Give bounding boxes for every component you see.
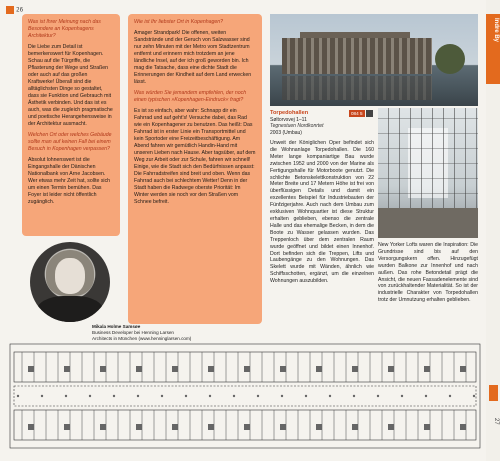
plan-stair: [424, 424, 430, 430]
plan-stair: [460, 424, 466, 430]
interview-question: Wie ist Ihr liebster Ort in Kopenhagen?: [134, 19, 224, 25]
bio-name: Mikala Holme Samsøe: [92, 324, 141, 329]
portrait-shoulders: [36, 296, 104, 322]
plan-column: [425, 395, 427, 397]
project-title: Torpedohallen: [270, 110, 309, 116]
plan-stair: [136, 424, 142, 430]
interview-question: Was ist Ihrer Meinung nach das Besondere an Kopenhagens Architektur?: [28, 19, 101, 39]
plan-stair: [352, 366, 358, 372]
interview-box-middle: [128, 14, 262, 324]
plan-column: [17, 395, 19, 397]
section-tab: [486, 0, 500, 461]
plan-stair: [244, 366, 250, 372]
project-architect: Tegnestuen Nordkonrtet: [270, 123, 324, 129]
plan-column: [233, 395, 235, 397]
plan-column: [65, 395, 67, 397]
plan-stair: [28, 424, 34, 430]
plan-column: [89, 395, 91, 397]
plan-stair: [244, 424, 250, 430]
interview-question: Was würden Sie jemandem empfehlen, der noch einen typischen »Kopenhagen-Eindruck« fragt?: [134, 90, 247, 103]
plan-stair: [280, 366, 286, 372]
plan-stair: [100, 424, 106, 430]
plan-stair: [28, 366, 34, 372]
plan-stair: [64, 424, 70, 430]
page-mark: [489, 385, 498, 401]
plan-stair: [388, 424, 394, 430]
folio-mark: [6, 6, 14, 14]
plan-column: [137, 395, 139, 397]
plan-stair: [64, 366, 70, 372]
interview-answer: Es ist so einfach, aber wahr: Schnapp dir ein Fahrrad und auf geht's! Versuche dabei, das Rad wie ein Kopenhagener zu benutzen. Das heißt: Das Fahrrad ist in erster Linie ein Transportmittel und kein Sportoder eine Freizeitbeschäftigung. Am Abend fahren wir gemütlich Handin-Hand mit unseren Lieben nach Hause. Aber tagsüber, auf dem Weg zur Arbeit oder zur Schule, fahren wir schnell! Einige, wie die Stadt sich den Bedürfnissen anpasst: Die Fahrradstreifen sind breit und oben. Wenn das Fahrrad auch bei schlechtem Wetter! Denn in der Stadt haben die Radwege oberste Priorität: Im Winter werden sie noch vor den Straßen vom Schnee befreit.: [134, 108, 256, 205]
body-text-column-1: Unweit der Königlichen Oper befindet sich die Wohnanlage Torpedohallen. Die 160 Meter lange kompaniartige Bau wurde zwischen 1952 und 2000 von der Marine als Fertigungshalle für Motorboote genutzt. Die schlichte Betonskelettkonstruktion von 22 Meter Breite und 17 Metern Höhe ist frei von überflüssigen Details und damit ein exzellentes Beispiel für Industriebauten der Fünfzigerjahre. Auch nach dem Umbau zum exklusiven Wohnquartier ist diese Struktur erhalten geblieben, ebenso die zentrale Halle und das ehemalige Becken, in dem die Boote zu Wasser gelassen wurden. Das Treppenloch über dem zentralen Raum wurde geöffnet und bildet einen Innenhof. Dort befinden sich die Treppen, Lifts und Laubengänge zu den Wohnungen. Das Skelett wurde mit Wänden, ähnlich wie Schiffsschotten, ergänzt, um die einzelnen Wohnungen auszubilden.: [270, 140, 374, 285]
plan-column: [113, 395, 115, 397]
plan-column: [305, 395, 307, 397]
page-number: 27: [493, 418, 499, 425]
left-folio: [6, 6, 23, 14]
plan-column: [401, 395, 403, 397]
plan-stair: [136, 366, 142, 372]
body-text-column-2: New Yorker Lofts waren die Inspiration: Die Grundrisse sind bis auf den Versorgungskern offen. Hinzugefügt wurden Balkone zur Innenhof und nach außen. Das rohe Betondetail prägt die Ansicht, die neuen Fassadenelemente sind von zurückhaltender Materialität. So ist der industrielle Charakter von Torpedohallen trotz der Umnutzung erhalten geblieben.: [378, 242, 478, 304]
plan-stair: [352, 424, 358, 430]
interview-box-left: [22, 14, 120, 236]
plan-column: [161, 395, 163, 397]
plan-column: [353, 395, 355, 397]
plan-column: [41, 395, 43, 397]
project-address: Søltorvsvej 1–11: [270, 116, 307, 123]
photo-tree: [435, 44, 465, 74]
plan-stair: [100, 366, 106, 372]
plan-column: [185, 395, 187, 397]
building-exterior-photo: [270, 14, 478, 106]
map-icon: [366, 110, 373, 117]
bio-role: Business Developer bei Henning Larsen: [92, 330, 174, 335]
plan-column: [377, 395, 379, 397]
plan-stair: [424, 366, 430, 372]
photo-reflection: [282, 76, 432, 100]
floor-plan-svg: [8, 338, 482, 454]
map-badge: 084 5: [351, 111, 363, 116]
plan-stair: [208, 424, 214, 430]
interview-answer: Die Liebe zum Detail ist bemerkenswert für Kopenhagen. Schau auf die Türgriffe, die Pflasterung der Wege und Straßen oder auch auf das großen Kraftwerke! Überall sind die alltäglichsten Dinge so gestaltet, dass sie Funktion und Gebrauch mit Ästhetik verbinden. Und das ist es auch, was die zugleich pragmatische und poetische Herangehensweise in der Architektur ausmacht.: [28, 44, 113, 127]
portrait-photo: [30, 242, 110, 322]
building-interior-photo: [378, 108, 478, 238]
plan-stair: [460, 366, 466, 372]
plan-column: [257, 395, 259, 397]
floor-plan-drawing: [8, 338, 482, 454]
plan-stair: [316, 366, 322, 372]
photo-floor: [378, 208, 478, 238]
plan-stair: [172, 366, 178, 372]
plan-stair: [388, 366, 394, 372]
plan-column: [473, 395, 475, 397]
section-label: Indre By: [493, 18, 499, 43]
interview-answer: Absolut lohnenswert ist die Eingangshalle der Dänischen Nationalbank von Arne Jacobsen. Wer etwas mehr Zeit hat, sollte sich um einen Termin bemühen. Das Foyer ist leider nicht öffentlich zugänglich.: [28, 157, 111, 205]
interview-answer: Amager Strandpark! Die offenen, weiten Sandstrände und der Geruch von Salzwasser sind nur zehn Minuten mit der Metro vom Stadtzentrum entfernt und erinnern mich trotzdem an jene ländliche Insel, auf der ich groß geworden bin. Ich mag die Tatsache, dass eine dichte Stadt die Erinnerungen der Kindheit auf dem Land erwecken lässt.: [134, 30, 252, 85]
interview-question: Welchen Ort oder welches Gebäude sollte man auf keinen Fall bei einem Besuch in Kopenhagen verpassen?: [28, 132, 112, 152]
left-page-number: 26: [16, 6, 24, 14]
plan-column: [209, 395, 211, 397]
plan-stair: [316, 424, 322, 430]
plan-stair: [208, 366, 214, 372]
plan-stair: [172, 424, 178, 430]
plan-column: [281, 395, 283, 397]
bio-affiliation: Architects in München (www.henninglarsen.com): [92, 336, 192, 341]
project-year: 2003 (Umbau): [270, 129, 302, 136]
plan-column: [329, 395, 331, 397]
plan-column: [449, 395, 451, 397]
plan-stair: [280, 424, 286, 430]
portrait-face: [55, 258, 85, 294]
photo-building: [282, 38, 432, 74]
